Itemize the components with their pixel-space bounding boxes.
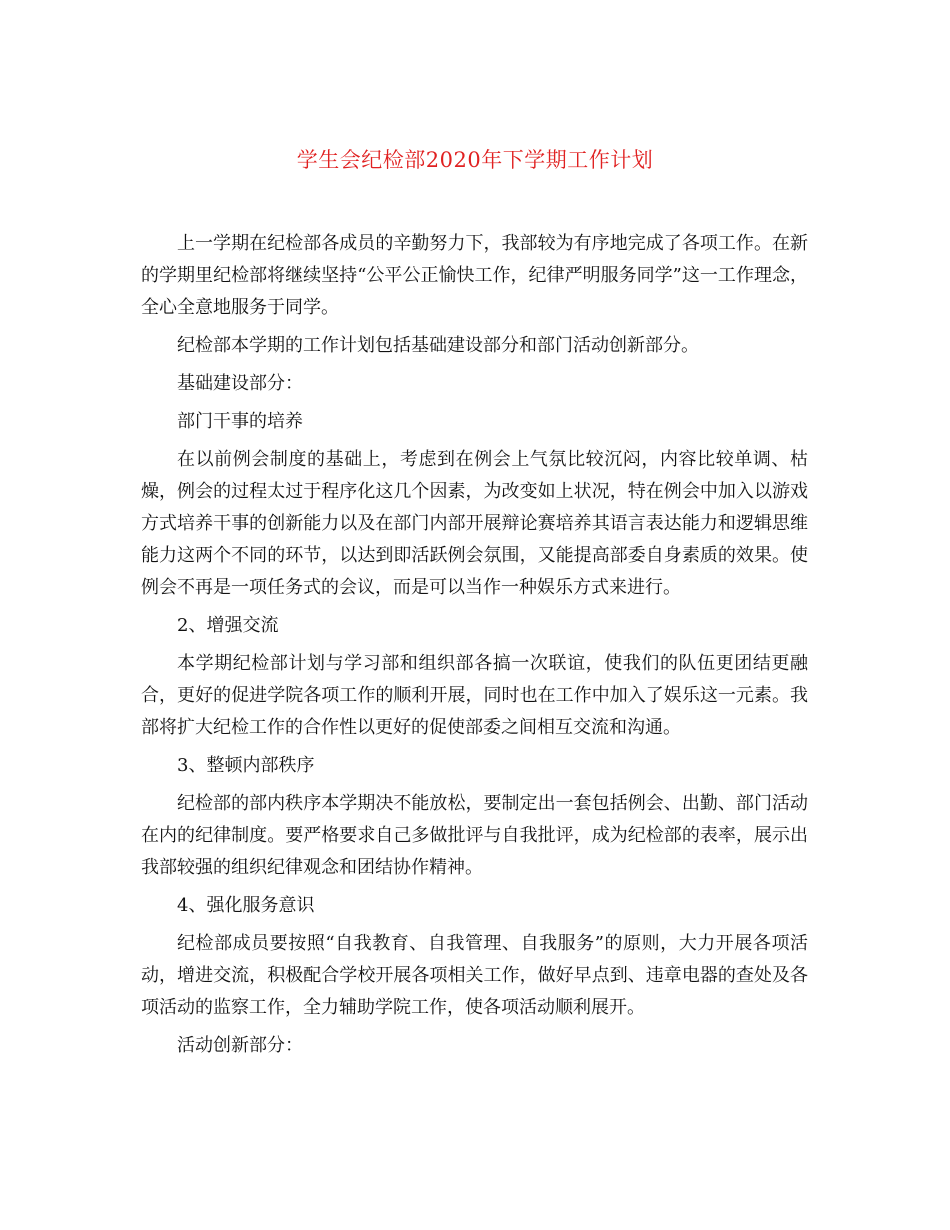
document-title: 学生会纪检部2020年下学期工作计划 xyxy=(296,148,654,172)
paragraph-plan-summary: 纪检部本学期的工作计划包括基础建设部分和部门活动创新部分。 xyxy=(177,335,699,356)
subheading-staff-training: 部门干事的培养 xyxy=(177,411,303,432)
paragraph-staff-training: 在以前例会制度的基础上，考虑到在例会上气氛比较沉闷，内容比较单调、枯燥，例会的过程太过于程序化这几个因素，为改变如上状况，特在例会中加入以游戏方式培养干事的创新能力以及在部门内部开展辩论赛培养其语言表达能力和逻辑思维能力这两个不同的环节，以达到即活跃例会氛围，又能提高部委自身素质的效果。使例会不再是一项任务式的会议，而是可以当作一种娱乐方式来进行。 xyxy=(141,449,808,598)
paragraph-communication: 本学期纪检部计划与学习部和组织部各搞一次联谊，使我们的队伍更团结更融合，更好的促进学院各项工作的顺利开展，同时也在工作中加入了娱乐这一元素。我部将扩大纪检工作的合作性以更好的促使部委之间相互交流和沟通。 xyxy=(141,653,808,738)
paragraph-intro: 上一学期在纪检部各成员的辛勤努力下，我部较为有序地完成了各项工作。在新的学期里纪检部将继续坚持“公平公正愉快工作，纪律严明服务同学”这一工作理念，全心全意地服务于同学。 xyxy=(141,233,808,318)
paragraph-service-awareness: 纪检部成员要按照“自我教育、自我管理、自我服务”的原则，大力开展各项活动，增进交流，积极配合学校开展各项相关工作，做好早点到、违章电器的查处及各项活动的监察工作，全力辅助学院工作，使各项活动顺利展开。 xyxy=(141,933,808,1018)
subheading-internal-order: 3、整顿内部秩序 xyxy=(177,755,315,776)
document-body xyxy=(141,228,808,1068)
subheading-service-awareness: 4、强化服务意识 xyxy=(177,895,315,916)
section-heading-foundation: 基础建设部分： xyxy=(177,373,303,394)
section-heading-innovation: 活动创新部分： xyxy=(177,1035,303,1056)
subheading-communication: 2、增强交流 xyxy=(177,615,279,636)
paragraph-internal-order: 纪检部的部内秩序本学期决不能放松，要制定出一套包括例会、出勤、部门活动在内的纪律制度。要严格要求自己多做批评与自我批评，成为纪检部的表率，展示出我部较强的组织纪律观念和团结协作精神。 xyxy=(141,793,808,878)
